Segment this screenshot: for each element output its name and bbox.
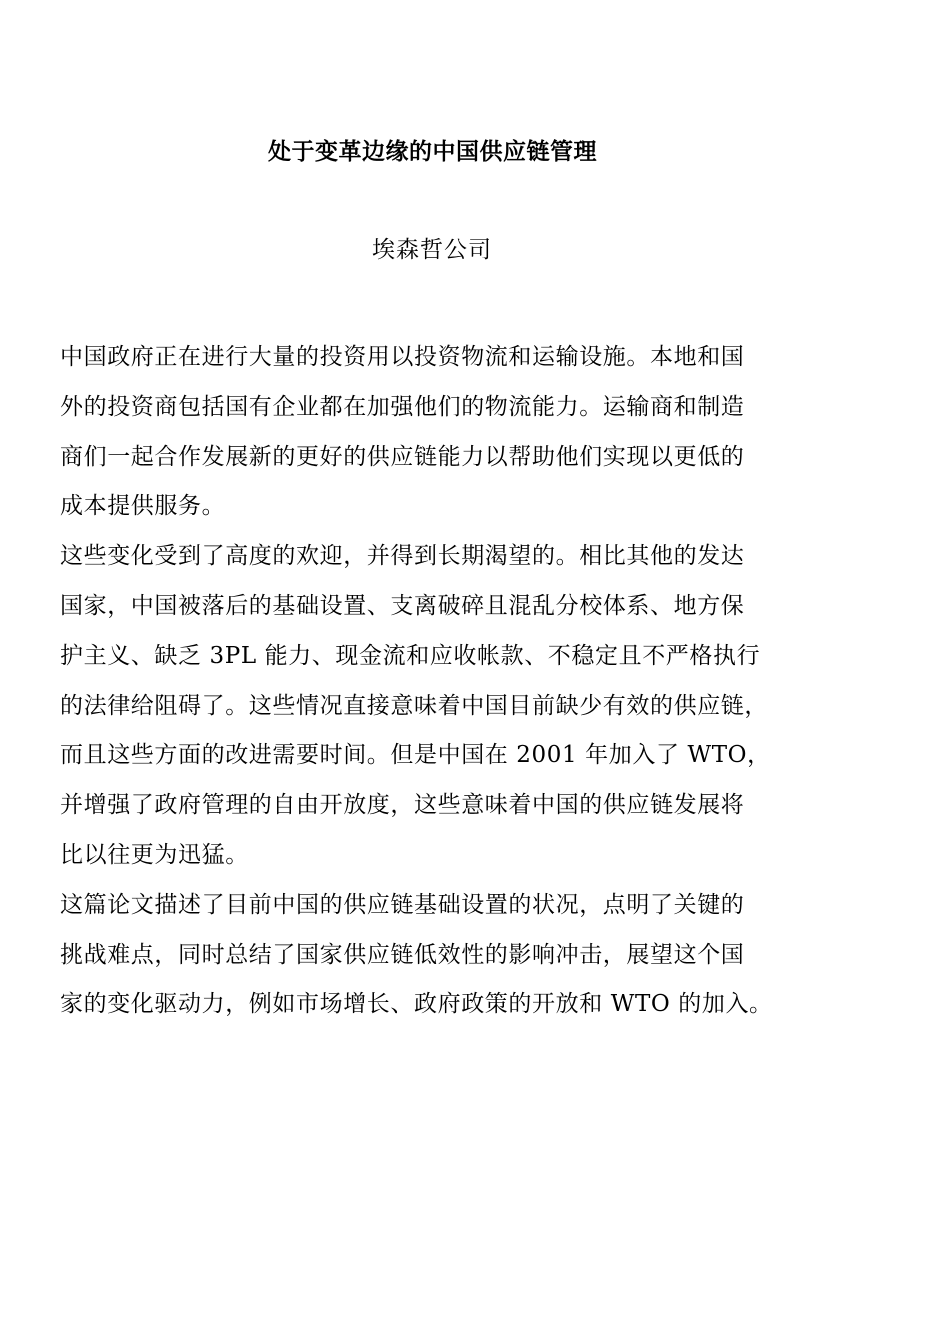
body-line: 商们一起合作发展新的更好的供应链能力以帮助他们实现以更低的 bbox=[60, 443, 745, 470]
body-line: 国家，中国被落后的基础设置、支离破碎且混乱分校体系、地方保 bbox=[60, 592, 745, 619]
body-line: 的法律给阻碍了。这些情况直接意味着中国目前缺少有效的供应链， bbox=[60, 692, 768, 719]
body-line: 并增强了政府管理的自由开放度，这些意味着中国的供应链发展将 bbox=[60, 792, 745, 819]
body-line: 成本提供服务。 bbox=[60, 493, 226, 520]
body-line: 这篇论文描述了目前中国的供应链基础设置的状况，点明了关键的 bbox=[60, 891, 745, 918]
document-author: 埃森哲公司 bbox=[372, 237, 492, 263]
body-line: 家的变化驱动力，例如市场增长、政府政策的开放和 WTO 的加入。 bbox=[60, 991, 773, 1018]
body-line: 比以往更为迅猛。 bbox=[60, 841, 249, 868]
body-line: 护主义、缺乏 3PL 能力、现金流和应收帐款、不稳定且不严格执行 bbox=[60, 642, 761, 669]
body-line: 而且这些方面的改进需要时间。但是中国在 2001 年加入了 WTO， bbox=[60, 742, 771, 769]
document-body bbox=[60, 333, 830, 1030]
body-line: 这些变化受到了高度的欢迎，并得到长期渴望的。相比其他的发达 bbox=[60, 543, 745, 570]
body-line: 中国政府正在进行大量的投资用以投资物流和运输设施。本地和国 bbox=[60, 344, 745, 370]
document-title: 处于变革边缘的中国供应链管理 bbox=[268, 138, 597, 165]
body-line: 外的投资商包括国有企业都在加强他们的物流能力。运输商和制造 bbox=[60, 393, 745, 420]
body-line: 挑战难点，同时总结了国家供应链低效性的影响冲击，展望这个国 bbox=[60, 941, 745, 968]
